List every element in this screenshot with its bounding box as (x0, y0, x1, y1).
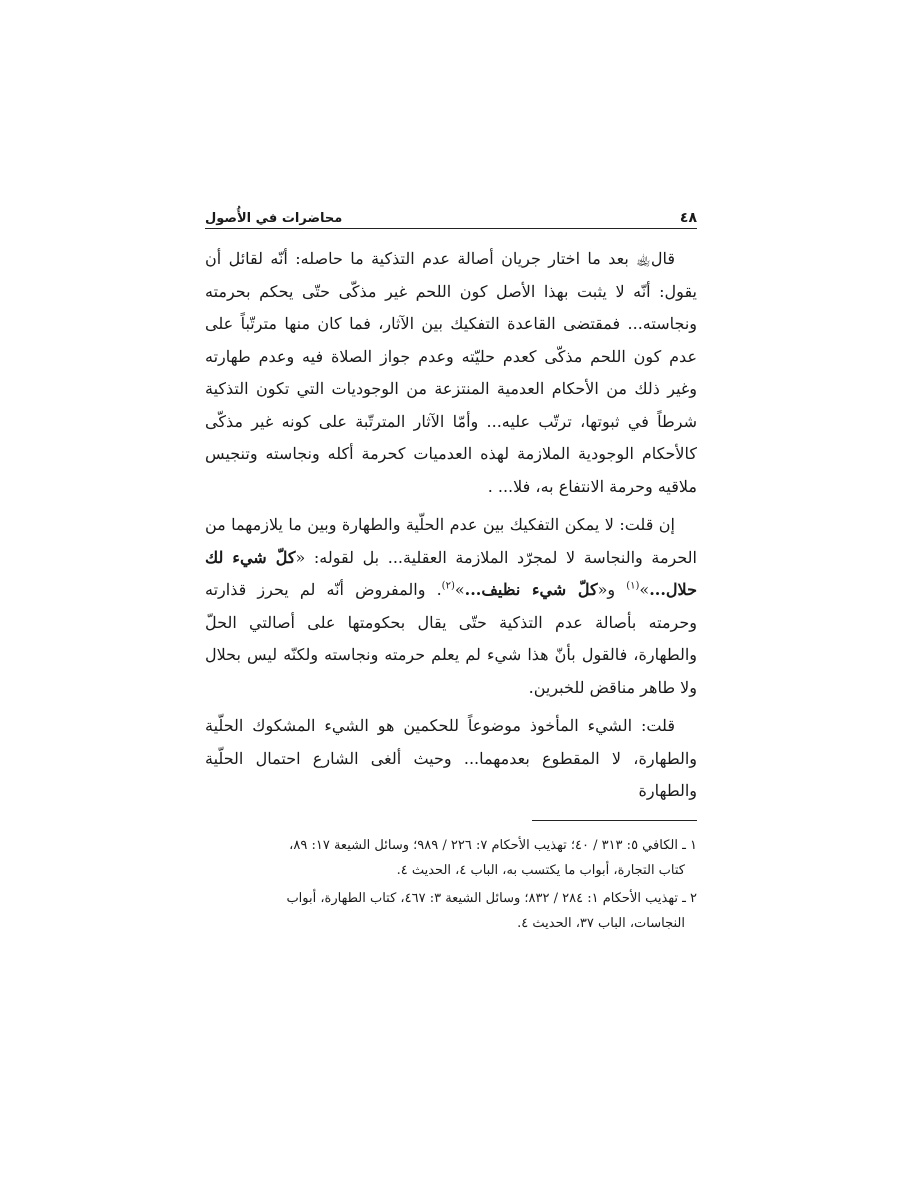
footnote-divider (532, 820, 697, 821)
footnote-2 (205, 886, 697, 936)
footnote-ref-2[interactable]: (٢) (441, 580, 455, 592)
book-page (205, 196, 697, 939)
paragraph-2-text: و« (597, 580, 627, 599)
paragraph-1: قال﵀ بعد ما اختار جريان أصالة عدم التذكية ما حاصله: أنّه لقائل أن يقول: أنّه لا يثبت بهذا الأصل كون اللحم غير مذكّى حتّى يحكم بحرمته ونجاسته... فمقتضى القاعدة التفكيك بين الآثار، فما كان منها مترتّباً على عدم كون اللحم مذكّى كعدم حليّته وعدم جواز الصلاة فيه وعدم طهارته وغير ذلك من الأحكام العدمية المنتزعة من الوجوديات التي تكون التذكية شرطاً في ثبوتها، ترتّب عليه... وأمّا الآثار المترتّبة على كونه غير مذكّى كالأحكام الوجودية الملازمة لهذه العدميات كحرمة أكله ونجاسته وتنجيس ملاقيه وحرمة الانتفاع به، فلا... . (205, 249, 697, 496)
footnote-1-line-2: كتاب التجارة، أبواب ما يكتسب به، الباب ٤، الحديث ٤. (396, 862, 685, 878)
paragraph-2-text: . والمفروض أنّه لم يحرز قذارته وحرمته بأصالة عدم التذكية حتّى يقال بحكومتها على أصالتي الحلّ والطهارة، فالقول بأنّ هذا شيء لم يعلم حرمته ونجاسته ولكنّه ليس بحلال ولا طاهر مناقض للخبرين. (205, 580, 697, 697)
paragraph-2 (205, 509, 697, 704)
footnote-1 (205, 833, 697, 883)
footnotes (205, 833, 697, 936)
footnote-2-line-1: ٢ ـ تهذيب الأحكام ١: ٢٨٤ / ٨٣٢؛ وسائل الشيعة ٣: ٤٦٧، كتاب الطهارة، أبواب (286, 890, 697, 906)
footnote-ref-1[interactable]: (١) (626, 580, 640, 592)
hadith-quote-1: كلّ شيء لك حلال... (205, 547, 697, 599)
quote-close: » (454, 580, 465, 599)
hadith-quote-2: كلّ شيء نظيف... (464, 580, 598, 599)
page-header (205, 196, 697, 229)
paragraph-3: قلت: الشيء المأخوذ موضوعاً للحكمين هو الشيء المشكوك الحلّية والطهارة، لا المقطوع بعدمهما... وحيث ألغى الشارع احتمال الحلّية والطهارة (205, 716, 697, 800)
quote-close: » (639, 580, 650, 599)
running-title: محاضرات في الأُصول (205, 211, 343, 226)
page-number: ٤٨ (679, 210, 697, 226)
paragraph-2-text: إن قلت: لا يمكن التفكيك بين عدم الحلّية والطهارة وبين ما يلازمهما من الحرمة والنجاسة لا لمجرّد الملازمة العقلية... بل لقوله: « (205, 515, 697, 567)
footnote-2-line-2: النجاسات، الباب ٣٧، الحديث ٤. (517, 915, 685, 931)
body-text (205, 243, 697, 808)
footnote-1-line-1: ١ ـ الكافي ٥: ٣١٣ / ٤٠؛ تهذيب الأحكام ٧: ٢٢٦ / ٩٨٩؛ وسائل الشيعة ١٧: ٨٩، (289, 837, 697, 853)
